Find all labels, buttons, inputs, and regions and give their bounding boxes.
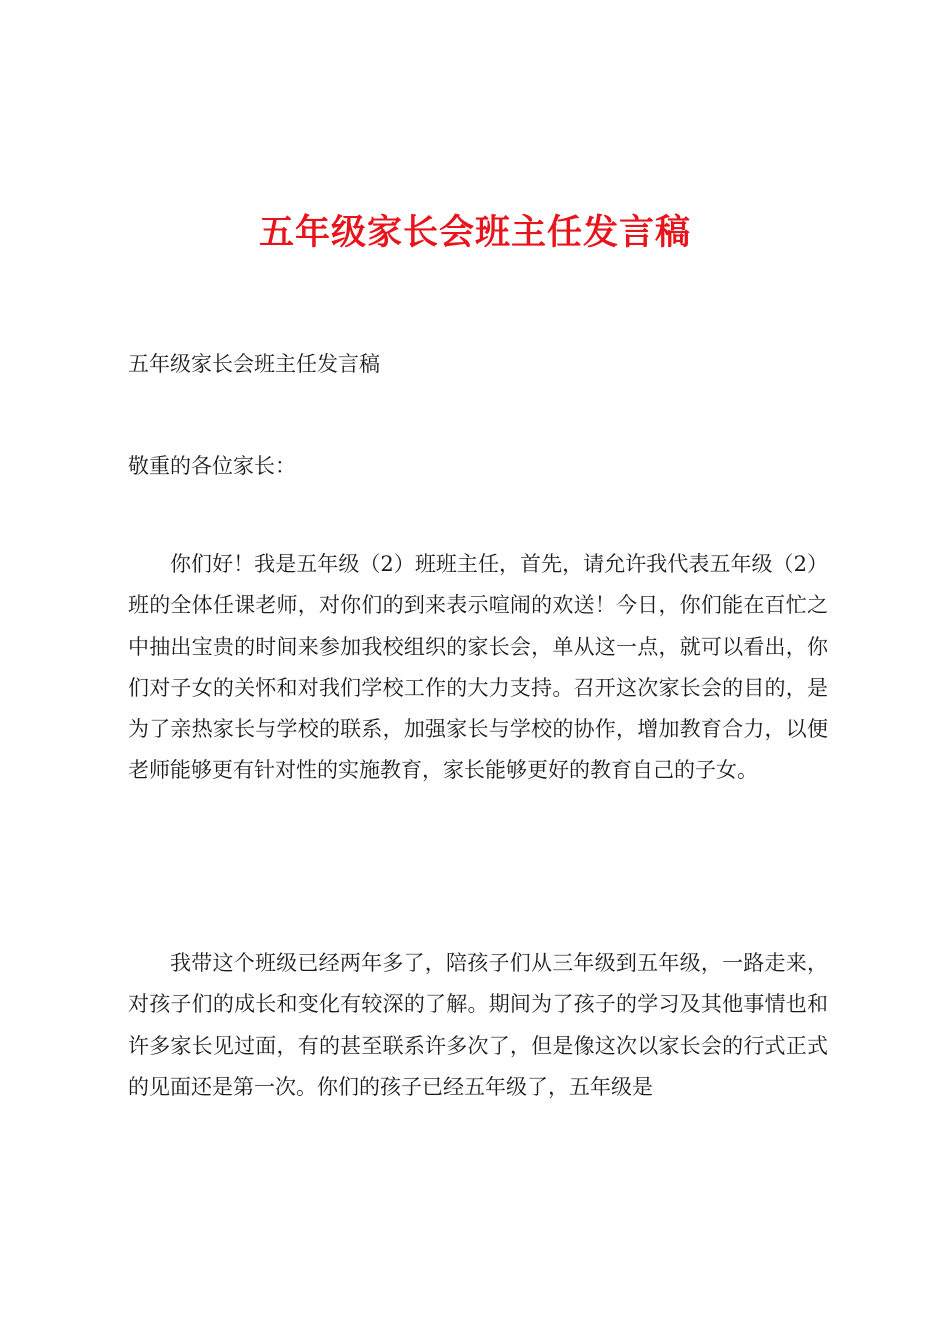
document-subtitle: 五年级家长会班主任发言稿 [128, 352, 380, 376]
body-paragraph: 我带这个班级已经两年多了，陪孩子们从三年级到五年级，一路走来，对孩子们的成长和变化有较深的了解。期间为了孩子的学习及其他事情也和许多家长见过面，有的甚至联系许多次了，但是像这次以家长会的行式正式的见面还是第一次。你们的孩子已经五年级了，五年级是 [128, 951, 828, 1099]
body-paragraph: 你们好！我是五年级（2）班班主任，首先，请允许我代表五年级（2）班的全体任课老师，对你们的到来表示喧闹的欢送！今日，你们能在百忙之中抽出宝贵的时间来参加我校组织的家长会，单从这一点，就可以看出，你们对子女的关怀和对我们学校工作的大力支持。召开这次家长会的目的，是为了亲热家长与学校的联系，加强家长与学校的协作，增加教育合力，以便老师能够更有针对性的实施教育，家长能够更好的教育自己的子女。 [128, 552, 828, 783]
document-title: 五年级家长会班主任发言稿 [258, 212, 691, 253]
greeting-line: 敬重的各位家长： [128, 454, 296, 478]
